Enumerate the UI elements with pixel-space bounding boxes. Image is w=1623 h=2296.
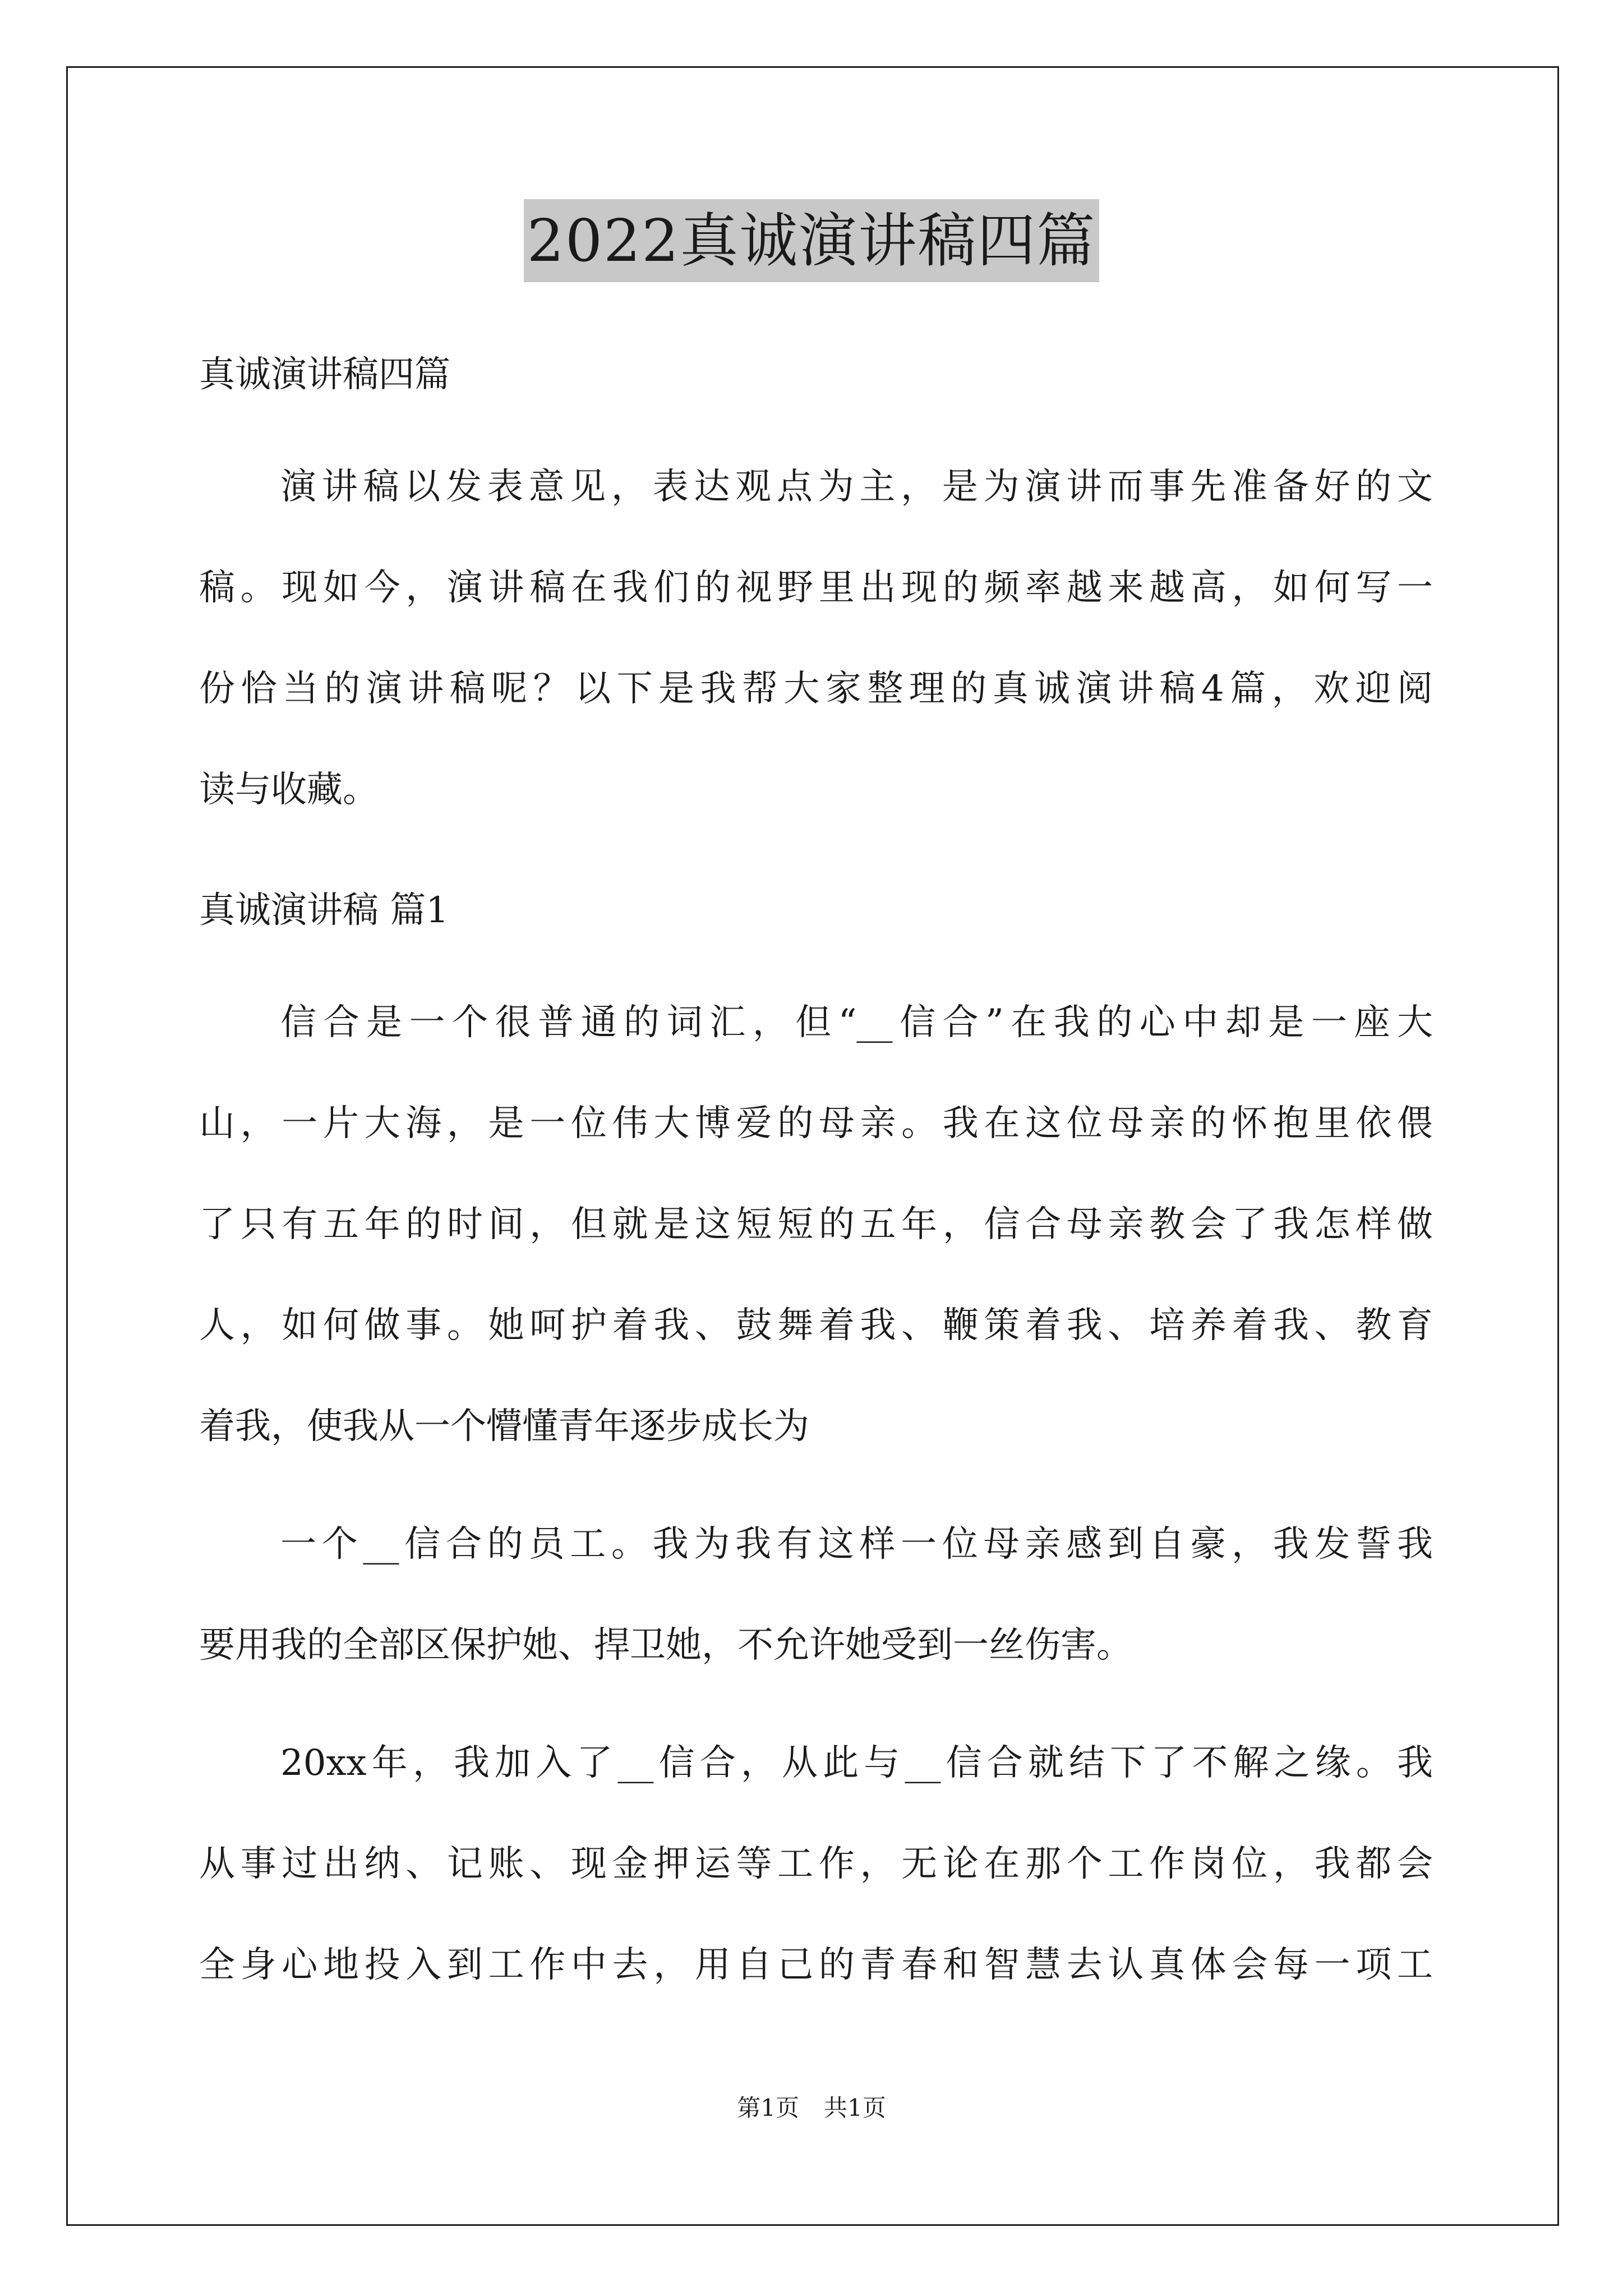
- paragraph-line: 稿。现如今，演讲稿在我们的视野里出现的频率越来越高，如何写一: [199, 567, 1433, 609]
- page-total: 共1页: [824, 2094, 886, 2122]
- paragraph-line: 从事过出纳、记账、现金押运等工作，无论在那个工作岗位，我都会: [199, 1843, 1433, 1885]
- title-container: [0, 199, 1623, 282]
- paragraph-line: 一个__信合的员工。我为我有这样一位母亲感到自豪，我发誓我: [280, 1524, 1433, 1565]
- page-number: 第1页: [737, 2094, 799, 2122]
- document-title: 2022真诚演讲稿四篇: [524, 199, 1100, 282]
- page-footer: [0, 2091, 1623, 2125]
- subtitle-line: 真诚演讲稿四篇: [199, 354, 450, 395]
- paragraph-line: 要用我的全部区保护她、捍卫她，不允许她受到一丝伤害。: [199, 1625, 1132, 1666]
- paragraph-line: 人，如何做事。她呵护着我、鼓舞着我、鞭策着我、培养着我、教育: [199, 1305, 1433, 1346]
- paragraph-line: 演讲稿以发表意见，表达观点为主，是为演讲而事先准备好的文: [280, 466, 1433, 508]
- paragraph-line: 份恰当的演讲稿呢？以下是我帮大家整理的真诚演讲稿4篇，欢迎阅: [199, 668, 1433, 710]
- paragraph-line: 20xx年，我加入了__信合，从此与__信合就结下了不解之缘。我: [280, 1742, 1433, 1784]
- paragraph-line: 了只有五年的时间，但就是这短短的五年，信合母亲教会了我怎样做: [199, 1204, 1433, 1245]
- paragraph-line: 山，一片大海，是一位伟大博爱的母亲。我在这位母亲的怀抱里依偎: [199, 1103, 1433, 1144]
- paragraph-line: 信合是一个很普通的词汇，但“__信合”在我的心中却是一座大: [280, 1002, 1433, 1043]
- paragraph-line: 读与收藏。: [199, 769, 379, 811]
- paragraph-line: 全身心地投入到工作中去，用自己的青春和智慧去认真体会每一项工: [199, 1944, 1433, 1986]
- section-heading: 真诚演讲稿 篇1: [199, 890, 449, 931]
- paragraph-line: 着我，使我从一个懵懂青年逐步成长为: [199, 1406, 809, 1447]
